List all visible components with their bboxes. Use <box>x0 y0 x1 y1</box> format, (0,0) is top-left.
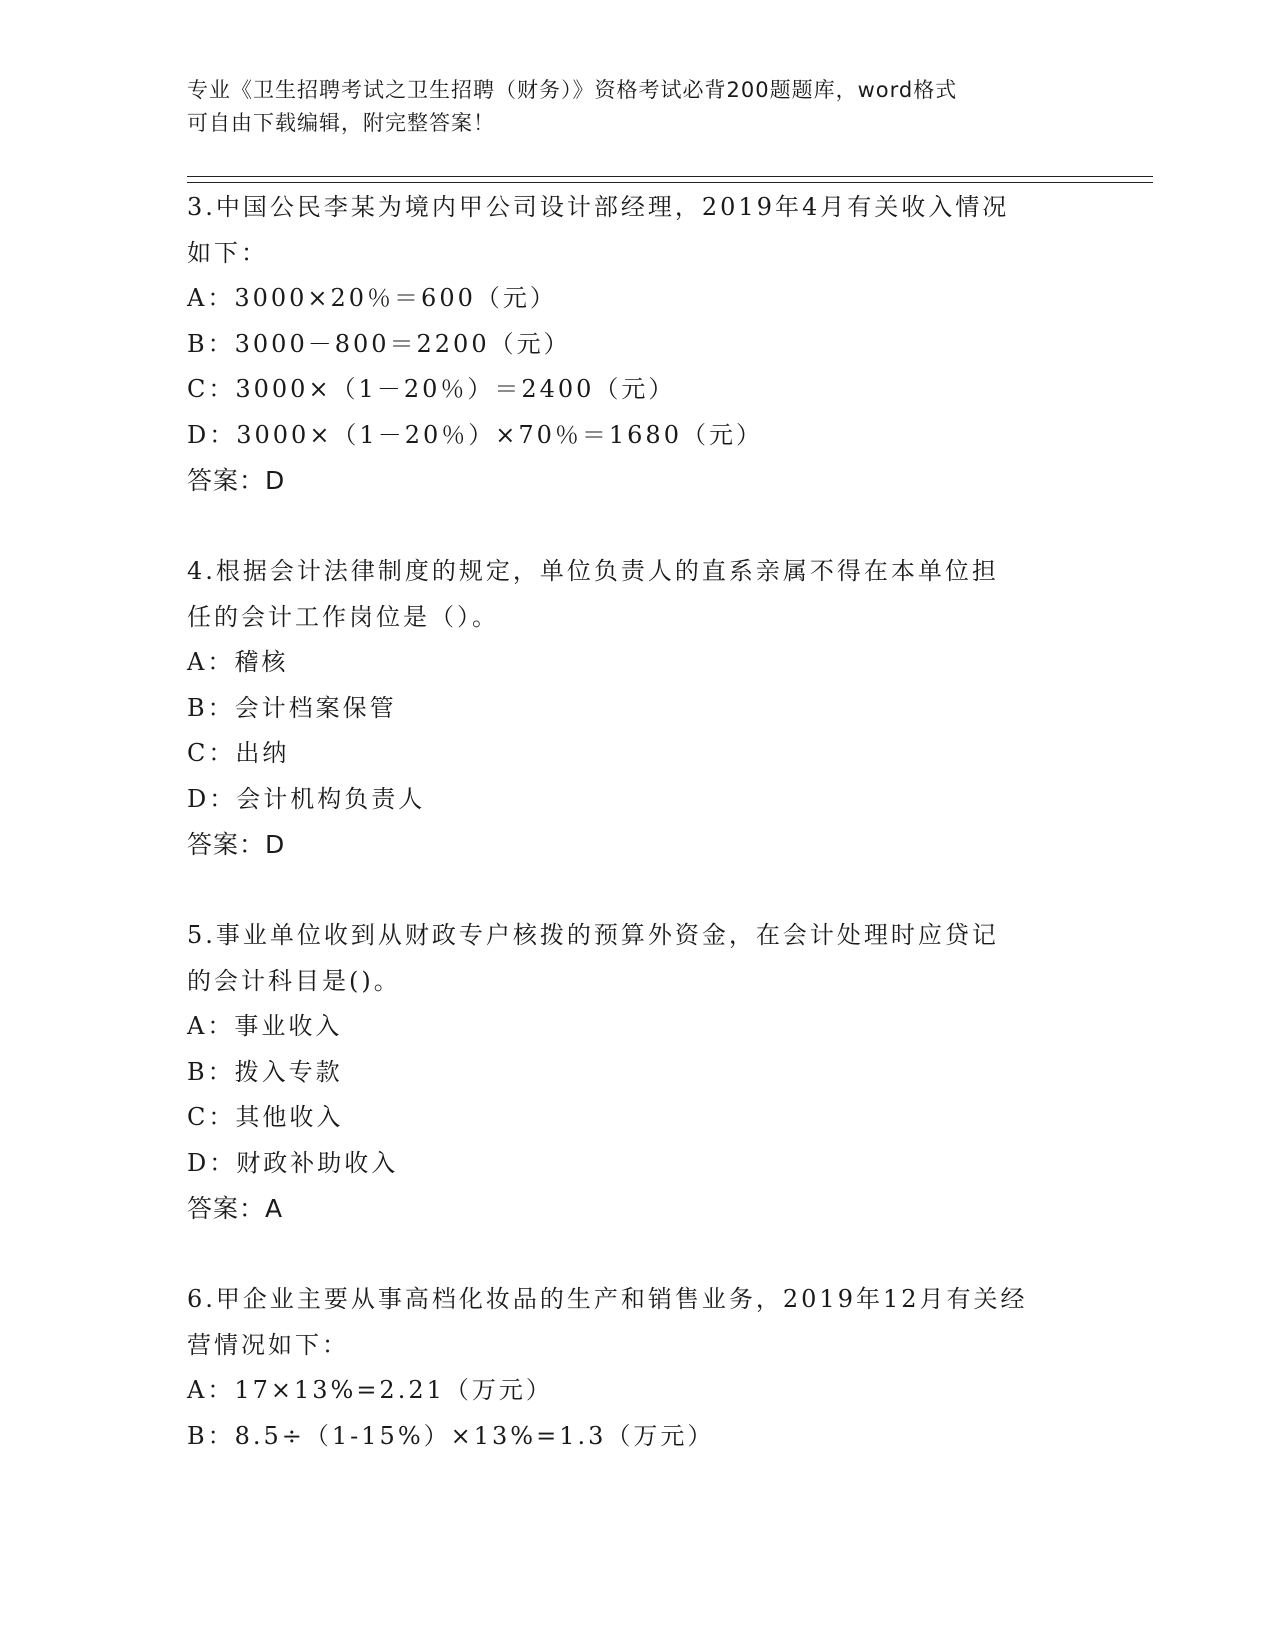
question-3 <box>187 185 1087 504</box>
option-b: B：会计档案保管 <box>187 693 397 722</box>
option-a: A：17×13%=2.21（万元） <box>187 1376 553 1404</box>
question-stem-line-2: 如下： <box>187 238 268 267</box>
option-b: B：8.5÷（1-15%）×13%=1.3（万元） <box>187 1421 715 1450</box>
option-a: A：事业收入 <box>187 1012 343 1040</box>
question-6 <box>187 1277 1087 1459</box>
answer: 答案：D <box>187 830 286 859</box>
question-stem-line-1: 6.甲企业主要从事高档化妆品的生产和销售业务，2019年12月有关经 <box>187 1285 1028 1313</box>
option-b: B：3000－800＝2200（元） <box>187 329 571 358</box>
document-header <box>187 74 1067 140</box>
option-c: C：3000×（1－20％）＝2400（元） <box>187 375 676 403</box>
answer: 答案：A <box>187 1194 284 1223</box>
question-stem-line-2: 的会计科目是()。 <box>187 966 401 995</box>
question-stem-line-1: 3.中国公民李某为境内甲公司设计部经理，2019年4月有关收入情况 <box>187 193 1010 221</box>
question-stem-line-1: 5.事业单位收到从财政专户核拨的预算外资金，在会计处理时应贷记 <box>187 921 999 949</box>
question-stem-line-2: 任的会计工作岗位是（）。 <box>187 602 499 631</box>
question-5 <box>187 913 1087 1232</box>
option-d: D：财政补助收入 <box>187 1148 399 1177</box>
option-b: B：拨入专款 <box>187 1057 343 1086</box>
option-c: C：出纳 <box>187 739 290 767</box>
option-d: D：会计机构负责人 <box>187 784 426 813</box>
header-line-1: 专业《卫生招聘考试之卫生招聘（财务）》资格考试必背200题题库，word格式 <box>187 78 958 102</box>
option-c: C：其他收入 <box>187 1103 344 1131</box>
option-a: A：3000×20％＝600（元） <box>187 284 557 312</box>
question-stem-line-1: 4.根据会计法律制度的规定，单位负责人的直系亲属不得在本单位担 <box>187 557 999 585</box>
question-4 <box>187 549 1087 868</box>
header-line-2: 可自由下载编辑，附完整答案！ <box>187 111 495 135</box>
header-rule-top <box>187 176 1153 177</box>
question-stem-line-2: 营情况如下： <box>187 1330 349 1359</box>
option-d: D：3000×（1－20％）×70％＝1680（元） <box>187 420 763 449</box>
answer: 答案：D <box>187 466 286 495</box>
option-a: A：稽核 <box>187 648 289 676</box>
header-rule-bottom <box>187 182 1153 183</box>
